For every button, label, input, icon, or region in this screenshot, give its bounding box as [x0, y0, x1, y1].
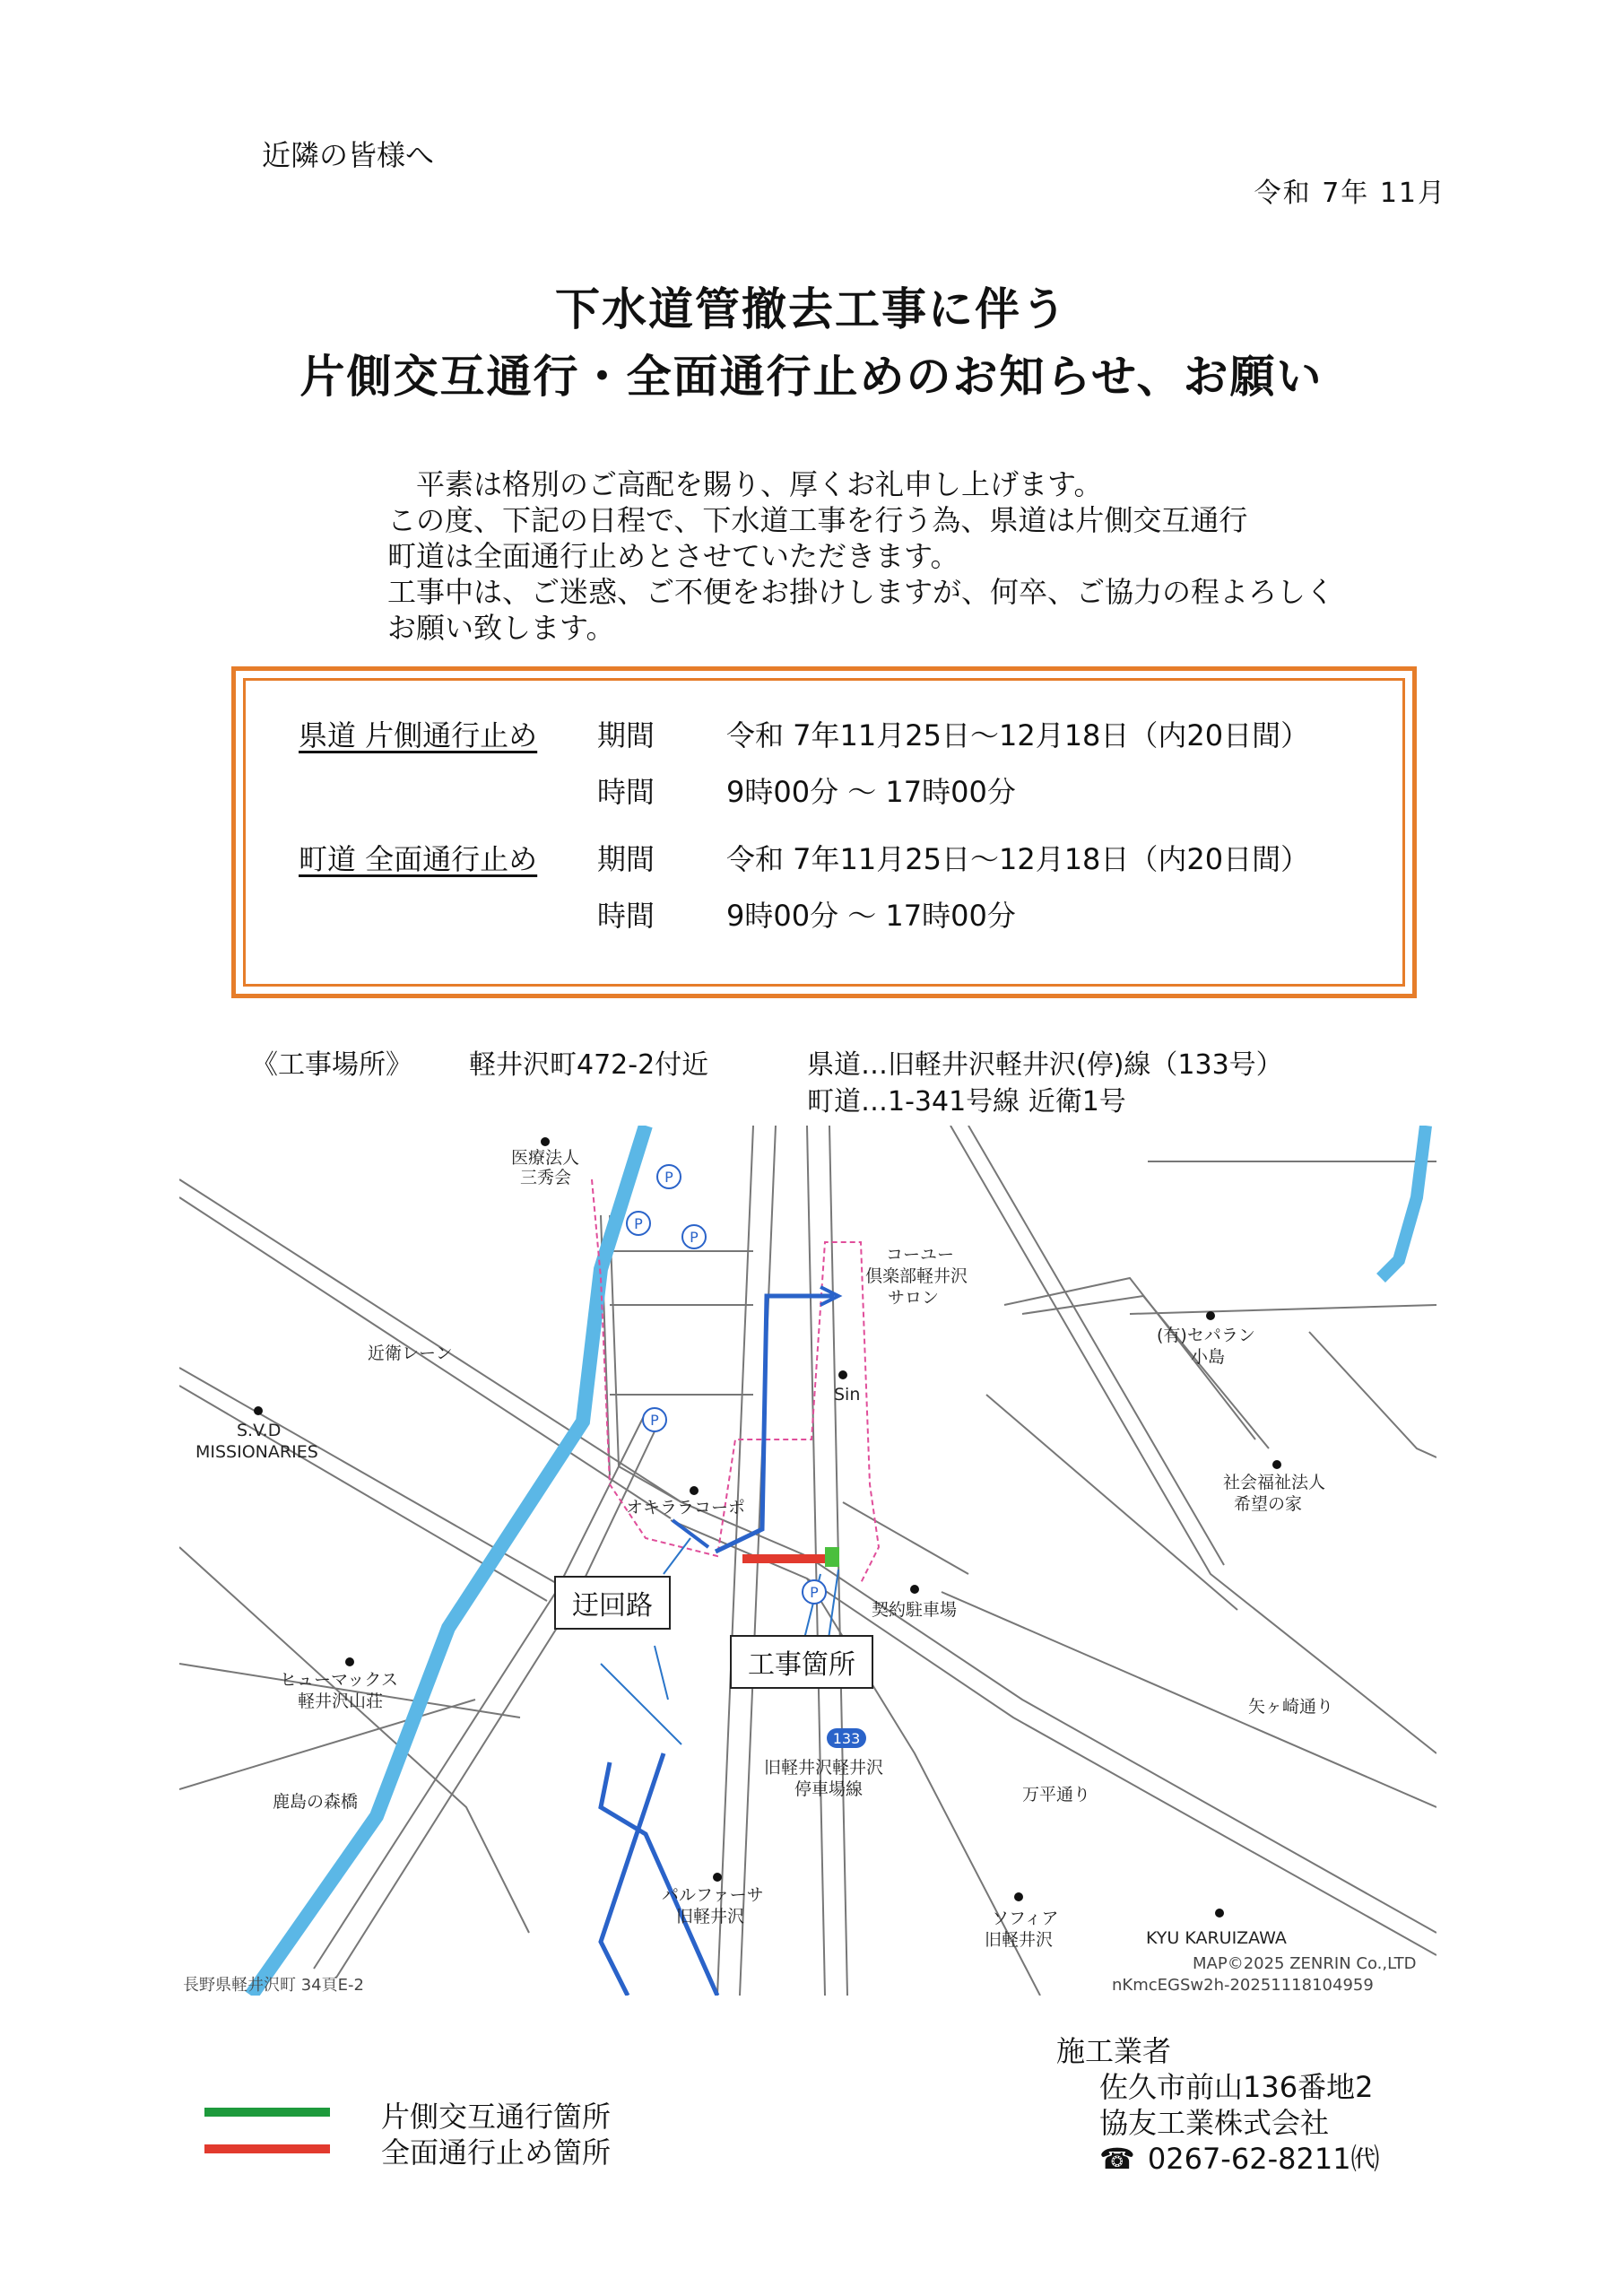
page-title-line2: 片側交互通行・全面通行止めのお知らせ、お願い: [299, 351, 1324, 403]
map-label: 旧軽井沢軽井沢: [764, 1758, 884, 1778]
map-label: KYU KARUIZAWA: [1146, 1928, 1287, 1948]
notice-body: [387, 466, 1374, 646]
map-label: パルファーサ: [662, 1885, 764, 1905]
map-label: サロン: [888, 1288, 940, 1308]
parking-symbol: P: [634, 1215, 643, 1232]
addressee: 近隣の皆様へ: [262, 138, 435, 172]
town-road-label: 町道 全面通行止め: [299, 842, 538, 876]
legend-green-line: [204, 2108, 330, 2117]
map-label: 社会福祉法人: [1223, 1473, 1326, 1492]
contractor-label: 施工業者: [1056, 2034, 1172, 2068]
map-label: 停車場線: [794, 1779, 864, 1799]
map-label: S.V.D: [237, 1421, 282, 1440]
contractor-company: 協友工業株式会社: [1099, 2106, 1330, 2140]
page-title-line1: 下水道管撤去工事に伴う: [555, 283, 1068, 335]
parking-symbol: P: [810, 1584, 819, 1601]
town-time: 9時00分 ～ 17時00分: [726, 899, 1016, 933]
parking-symbol: P: [664, 1169, 673, 1186]
map-label: 医療法人: [511, 1148, 580, 1168]
map-label: 三秀会: [520, 1168, 572, 1187]
route-number-badge: 133: [832, 1730, 861, 1747]
legend-red-label: 全面通行止め箇所: [381, 2135, 612, 2170]
prefectural-time-label: 時間: [597, 775, 655, 809]
body-paragraph: 工事中は、ご迷惑、ご不便をお掛けしますが、何卒、ご協力の程よろしく: [387, 575, 1335, 609]
legend-red-line: [204, 2144, 330, 2153]
map-label: 旧軽井沢: [985, 1930, 1054, 1950]
map-label: 近衛レーン: [368, 1344, 453, 1363]
legend-green-label: 片側交互通行箇所: [381, 2100, 612, 2134]
map-label: ヒューマックス: [280, 1670, 399, 1690]
map-copyright: MAP©2025 ZENRIN Co.,LTD: [1193, 1954, 1417, 1973]
prefectural-time: 9時00分 ～ 17時00分: [726, 775, 1016, 809]
full-closure-marker: [742, 1554, 828, 1563]
notice-date: 令和 7年 11月: [1254, 178, 1446, 209]
location-label: 《工事場所》: [251, 1049, 412, 1081]
contractor-phone: 0267-62-8211㈹: [1147, 2142, 1380, 2176]
parking-symbol: P: [650, 1412, 659, 1429]
map-label: オキララコーポ: [626, 1498, 746, 1518]
map-label: 契約駐車場: [872, 1600, 958, 1620]
prefectural-road-label: 県道 片側通行止め: [299, 718, 538, 752]
prefectural-period: 令和 7年11月25日～12月18日（内20日間）: [726, 718, 1310, 752]
construction-site-map: [179, 1126, 1436, 1996]
map-label: ソフィア: [992, 1909, 1059, 1928]
town-period-label: 期間: [597, 842, 655, 876]
construction-site-callout: 工事箇所: [730, 1635, 873, 1689]
map-id: nKmcEGSw2h-20251118104959: [1112, 1976, 1374, 1995]
body-paragraph: この度、下記の日程で、下水道工事を行う為、県道は片側交互通行: [387, 503, 1248, 537]
map-label: 旧軽井沢: [676, 1907, 745, 1926]
map-label: 鹿島の森橋: [273, 1792, 359, 1812]
map-label: (有)セパラン: [1157, 1326, 1255, 1345]
town-road-name: 町道…1-341号線 近衛1号: [807, 1086, 1126, 1118]
alternating-traffic-marker: [825, 1547, 839, 1567]
map-label: 軽井沢山荘: [298, 1692, 384, 1711]
location-address: 軽井沢町472-2付近: [469, 1049, 709, 1081]
parking-symbol: P: [690, 1229, 699, 1246]
contractor-address: 佐久市前山136番地2: [1099, 2070, 1374, 2104]
contractor-phone-row: [1099, 2136, 1380, 2178]
town-period: 令和 7年11月25日～12月18日（内20日間）: [726, 842, 1310, 876]
map-page-reference: 長野県軽井沢町 34頁E-2: [183, 1976, 364, 1995]
body-paragraph: 町道は全面通行止めとさせていただきます。: [387, 539, 959, 573]
body-paragraph: お願い致します。: [387, 611, 615, 645]
map-label: 小島: [1191, 1347, 1226, 1367]
detour-callout: 迂回路: [554, 1576, 671, 1630]
prefectural-road-name: 県道…旧軽井沢軽井沢(停)線（133号）: [807, 1049, 1283, 1081]
map-label: 万平通り: [1022, 1785, 1091, 1805]
map-label: Sin: [834, 1385, 861, 1405]
phone-icon: ☎: [1099, 2142, 1135, 2176]
map-label: コーユー: [886, 1245, 955, 1265]
body-paragraph: 平素は格別のご高配を賜り、厚くお礼申し上げます。: [387, 467, 1103, 501]
prefectural-period-label: 期間: [597, 718, 655, 752]
map-label: MISSIONARIES: [195, 1442, 318, 1462]
map-label: 矢ヶ崎通り: [1248, 1697, 1334, 1717]
map-label: 倶楽部軽井沢: [865, 1266, 968, 1286]
town-time-label: 時間: [597, 899, 655, 933]
map-label: 希望の家: [1234, 1494, 1303, 1514]
